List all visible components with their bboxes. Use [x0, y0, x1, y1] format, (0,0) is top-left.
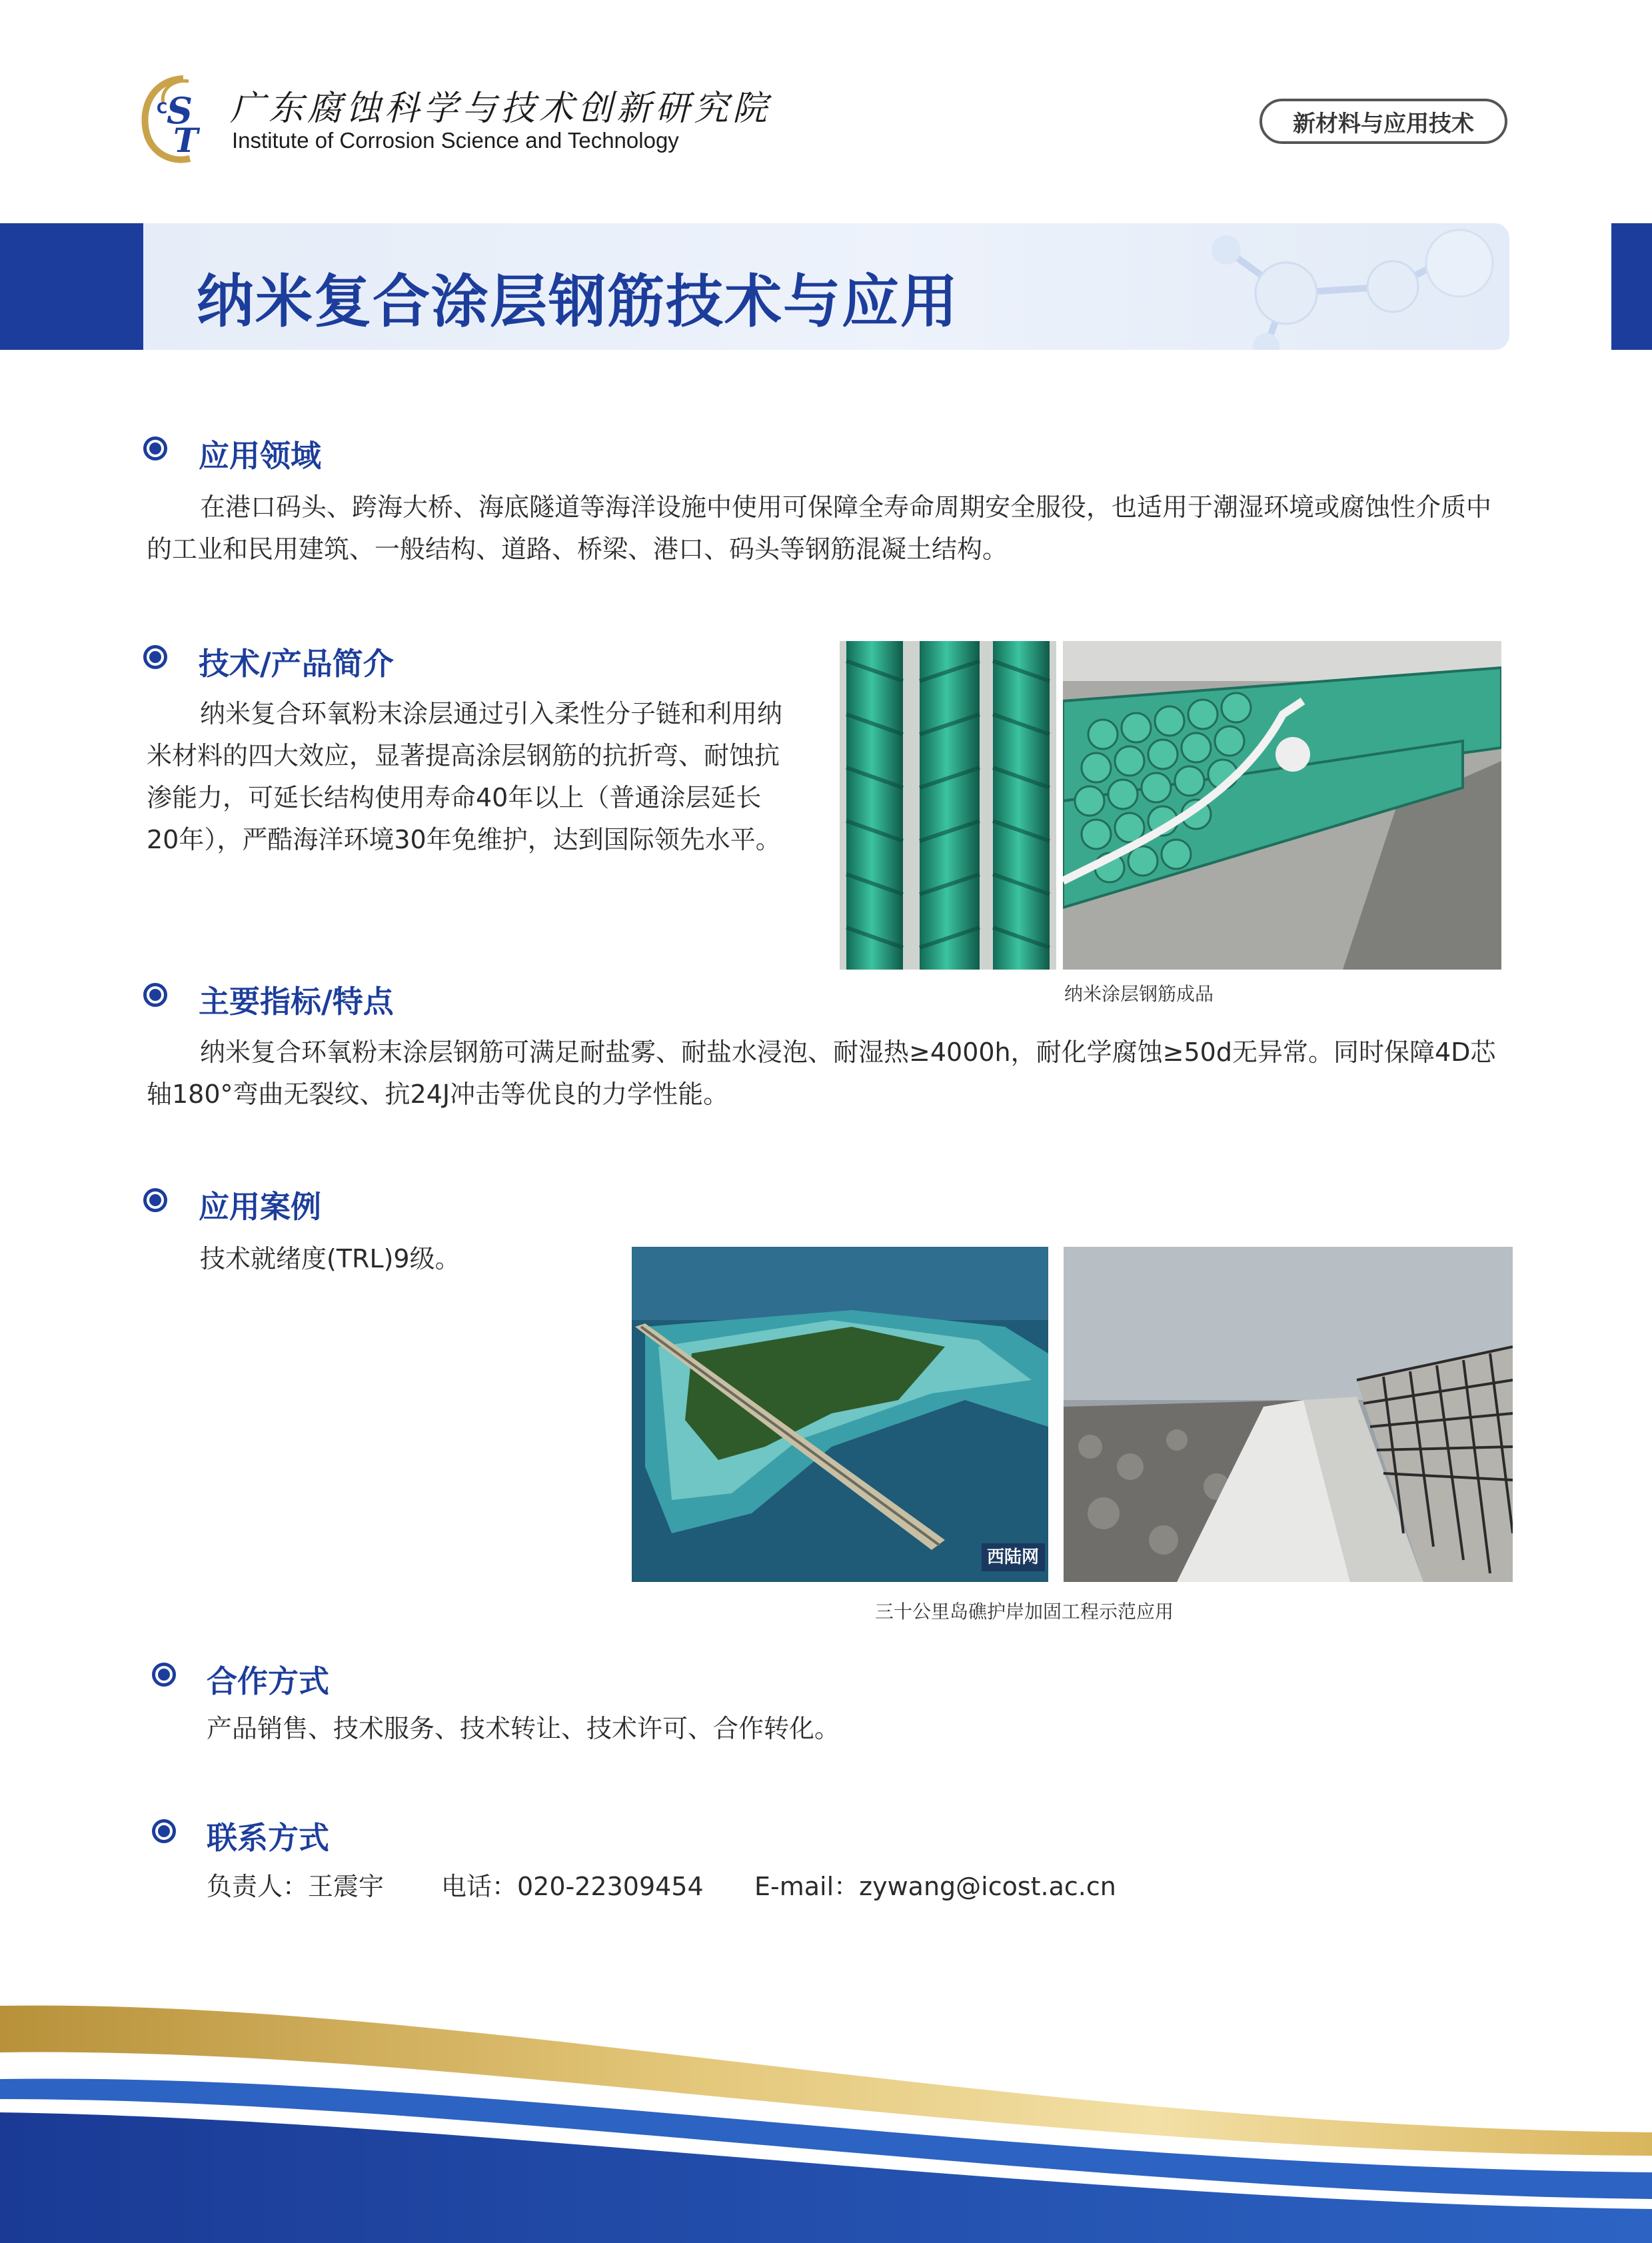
- seawall-photo: [1064, 1247, 1513, 1582]
- institute-logo: [137, 73, 223, 167]
- photo-watermark: 西陆网: [986, 1547, 1040, 1567]
- title-accent-left: [0, 223, 143, 350]
- title-accent-right: [1611, 223, 1652, 350]
- section-bullet-icon: [143, 1188, 167, 1212]
- section-bullet-icon: [143, 436, 167, 460]
- section-bullet-icon: [143, 645, 167, 669]
- section-title-cooperation: 合作方式: [207, 1663, 329, 1699]
- section-bullet-icon: [152, 1663, 176, 1687]
- svg-text:C: C: [157, 101, 168, 117]
- seawall-image-caption: 三十公里岛礁护岸加固工程示范应用: [875, 1601, 1174, 1623]
- section-title-intro: 技术/产品简介: [199, 646, 394, 682]
- application-text: 在港口码头、跨海大桥、海底隧道等海洋设施中使用可保障全寿命周期安全服役，也适用于潮湿环境或腐蚀性介质中的工业和民用建筑、一般结构、道路、桥梁、港口、码头等钢筋混凝土结构。: [147, 492, 1492, 564]
- rebar-closeup-photo: [840, 641, 1056, 970]
- section-bullet-icon: [152, 1819, 176, 1843]
- section-bullet-icon: [143, 983, 167, 1007]
- contact-phone: 电话：020-22309454: [441, 1872, 704, 1901]
- org-name-cn: 广东腐蚀科学与技术创新研究院: [230, 89, 772, 129]
- section-title-indicators: 主要指标/特点: [199, 984, 394, 1020]
- island-aerial-photo: [632, 1247, 1048, 1582]
- svg-text:T: T: [173, 121, 199, 160]
- contact-person: 负责人：王震宇: [207, 1872, 385, 1901]
- footer-wave-decoration: [0, 1972, 1652, 2243]
- indicators-text: 纳米复合环氧粉末涂层钢筋可满足耐盐雾、耐盐水浸泡、耐湿热≥4000h，耐化学腐蚀≥50d无异常。同时保障4D芯轴180°弯曲无裂纹、抗24J冲击等优良的力学性能。: [147, 1038, 1496, 1109]
- section-title-application: 应用领域: [199, 438, 321, 474]
- rebar-bundle-photo: [1063, 641, 1501, 970]
- org-name-en: Institute of Corrosion Science and Technology: [232, 128, 679, 153]
- contact-email[interactable]: E-mail：zywang@icost.ac.cn: [754, 1872, 1116, 1901]
- svg-text:S: S: [167, 89, 193, 132]
- cooperation-text: 产品销售、技术服务、技术转让、技术许可、合作转化。: [207, 1714, 840, 1743]
- intro-text: 纳米复合环氧粉末涂层通过引入柔性分子链和利用纳米材料的四大效应，显著提高涂层钢筋的抗折弯、耐蚀抗渗能力，可延长结构使用寿命40年以上（普通涂层延长20年），严酷海洋环境30年免维护，达到国际领先水平。: [147, 699, 783, 854]
- page-title: 纳米复合涂层钢筋技术与应用: [197, 269, 959, 335]
- category-tag: 新材料与应用技术: [1259, 99, 1507, 144]
- molecule-decoration: [1173, 223, 1506, 350]
- cases-text: 技术就绪度(TRL)9级。: [200, 1244, 460, 1273]
- section-title-contact: 联系方式: [207, 1820, 329, 1856]
- rebar-image-caption: 纳米涂层钢筋成品: [1064, 983, 1214, 1005]
- section-title-cases: 应用案例: [199, 1189, 321, 1225]
